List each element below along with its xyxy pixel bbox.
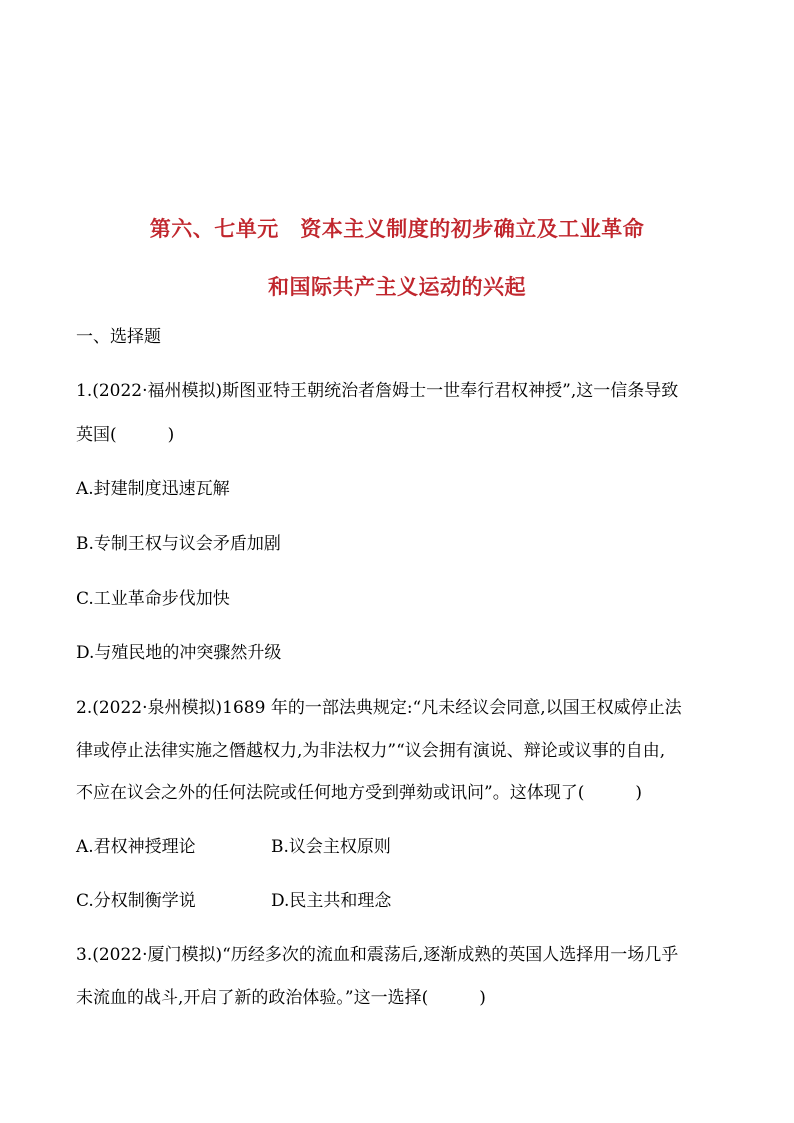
question-3-line-2: 未流血的战斗,开启了新的政治体验。”这一选择( ) — [76, 988, 486, 1008]
question-1-option-a: A.封建制度迅速瓦解 — [76, 479, 230, 499]
question-2-option-b: B.议会主权原则 — [271, 837, 391, 857]
question-1-line-2: 英国( ) — [76, 425, 175, 445]
question-2-option-a: A.君权神授理论 — [76, 837, 196, 857]
question-2-line-1: 2.(2022·泉州模拟)1689 年的一部法典规定:“凡未经议会同意,以国王权威停止法 — [76, 698, 682, 718]
question-2-option-c: C.分权制衡学说 — [76, 891, 196, 911]
question-1-line-1: 1.(2022·福州模拟)斯图亚特王朝统治者詹姆士一世奉行君权神授”,这一信条导致 — [76, 381, 679, 401]
question-2-option-d: D.民主共和理念 — [271, 891, 392, 911]
question-2-line-2: 律或停止法律实施之僭越权力,为非法权力”“议会拥有演说、辩论或议事的自由, — [76, 741, 666, 761]
document-title-line-2: 和国际共产主义运动的兴起 — [268, 275, 526, 299]
question-2-line-3: 不应在议会之外的任何法院或任何地方受到弹劾或讯问”。这体现了( ) — [76, 783, 642, 803]
document-title-line-1: 第六、七单元 资本主义制度的初步确立及工业革命 — [149, 217, 645, 241]
question-1-option-d: D.与殖民地的冲突骤然升级 — [76, 643, 282, 663]
question-3-line-1: 3.(2022·厦门模拟)“历经多次的流血和震荡后,逐渐成熟的英国人选择用一场几乎 — [76, 945, 679, 965]
question-1-option-c: C.工业革命步伐加快 — [76, 589, 230, 609]
question-1-option-b: B.专制王权与议会矛盾加剧 — [76, 534, 281, 554]
section-heading: 一、选择题 — [76, 327, 161, 347]
